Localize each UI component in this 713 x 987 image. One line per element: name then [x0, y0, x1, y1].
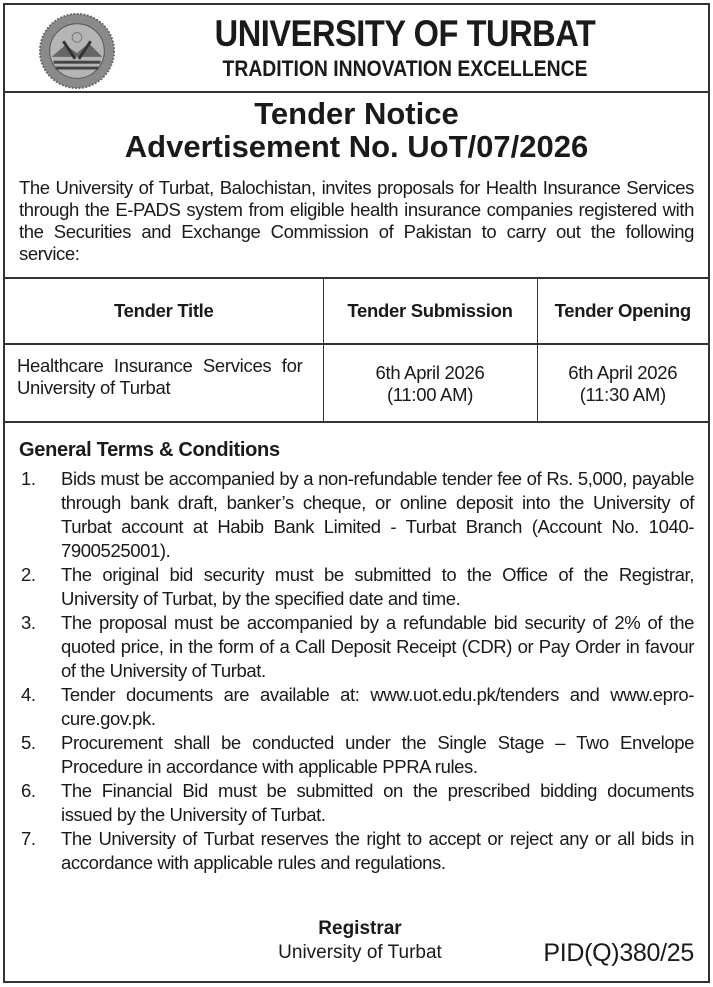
item-number: 2.	[21, 564, 36, 585]
item-text: Bids must be accompanied by a non-refundable tender fee of Rs. 5,000, payable through bank draft, banker’s cheque, or online deposit into the University of Turbat account at Habib Bank Limited - Turbat Branch (Account No. 1040-7900525001).	[61, 468, 694, 561]
item-number: 7.	[21, 828, 36, 849]
notice-title	[5, 97, 708, 163]
header	[5, 5, 708, 93]
terms-heading: General Terms & Conditions	[19, 439, 280, 461]
submission-cell	[323, 344, 537, 422]
university-name: UNIVERSITY OF TURBAT	[214, 13, 596, 54]
list-item	[19, 827, 694, 875]
table-row	[5, 344, 708, 422]
signatory-org: University of Turbat	[278, 942, 442, 963]
university-motto: TRADITION INNOVATION EXCELLENCE	[222, 56, 588, 81]
submission-time: (11:00 AM)	[386, 383, 474, 405]
list-item	[19, 731, 694, 779]
item-text: The Financial Bid must be submitted on the prescribed bidding documents issued by the University of Turbat.	[61, 780, 694, 825]
list-item	[19, 467, 694, 563]
advertisement-number: Advertisement No. UoT/07/2026	[124, 129, 589, 164]
terms-list	[19, 467, 694, 875]
col-tender-title: Tender Title	[5, 278, 323, 344]
opening-time: (11:30 AM)	[579, 383, 666, 405]
university-seal-logo	[38, 12, 116, 90]
item-text: The original bid security must be submitted to the Office of the Registrar, University of Turbat, by the specified date and time.	[61, 564, 694, 609]
col-tender-submission: Tender Submission	[323, 278, 537, 344]
pid-number: PID(Q)380/25	[543, 939, 694, 967]
tender-table	[5, 277, 708, 422]
tender-title-cell: Healthcare Insurance Services for University of Turbat	[5, 344, 323, 422]
item-number: 5.	[21, 732, 36, 753]
list-item	[19, 779, 694, 827]
col-tender-opening: Tender Opening	[537, 278, 708, 344]
list-item	[19, 563, 694, 611]
table-header-row	[5, 278, 708, 344]
tender-notice-heading: Tender Notice	[254, 96, 459, 131]
signature-block	[245, 917, 475, 965]
item-number: 4.	[21, 684, 36, 705]
item-text: The University of Turbat reserves the right to accept or reject any or all bids in accordance with applicable rules and regulations.	[61, 828, 694, 873]
item-text: Procurement shall be conducted under the Single Stage – Two Envelope Procedure in accordance with applicable PPRA rules.	[61, 732, 694, 777]
opening-date: 6th April 2026	[568, 361, 678, 383]
signatory-title: Registrar	[318, 918, 402, 939]
list-item	[19, 611, 694, 683]
terms-section	[5, 421, 708, 875]
item-text: The proposal must be accompanied by a refundable bid security of 2% of the quoted price, in the form of a Call Deposit Receipt (CDR) or Pay Order in favour of the University of Turbat.	[61, 612, 694, 681]
list-item	[19, 683, 694, 731]
item-text: Tender documents are available at: www.uot.edu.pk/tenders and www.epro-cure.gov.pk.	[61, 684, 694, 729]
item-number: 6.	[21, 780, 36, 801]
tender-notice	[3, 3, 710, 983]
intro-paragraph: The University of Turbat, Balochistan, invites proposals for Health Insurance Services through the E-PADS system from eligible health insurance companies registered with the Securities and Exchange Commission of Pakistan to carry out the following service:	[19, 177, 694, 264]
item-number: 1.	[21, 468, 36, 489]
opening-cell	[537, 344, 708, 422]
item-number: 3.	[21, 612, 36, 633]
submission-date: 6th April 2026	[375, 361, 485, 383]
